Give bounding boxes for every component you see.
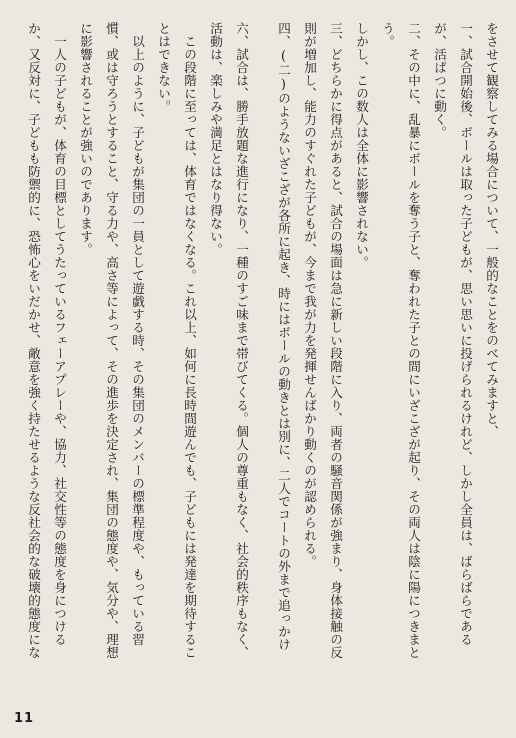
numbered-item: 四、(二)のようないざこざが各所に起き、時にはボールの動きとは別に、二人でコートの外まで追っかけ: [276, 22, 291, 651]
paragraph: をさせて観察してみる場合について、一般的なことをのべてみますと、: [484, 22, 499, 438]
left-text-column: [22, 22, 254, 662]
numbered-item: 六、試合は、勝手放題な進行になり、一種のすご味まで帯びてくる。個人の尊重もなく、社会的秩序もなく、活動は、楽しみや満足とはなり得ない。: [208, 22, 249, 659]
page-number: 11: [14, 711, 35, 726]
paragraph: この段階に至っては、体育ではなくなる。これ以上、如何に長時間遊んでも、子どもには発達を期待することはできない。: [156, 22, 197, 659]
numbered-item: 二、その中に、乱暴にボールを奪う子と、奪われた子との間にいざこざが起り、その両人は陰に陽につきまとう。: [380, 22, 421, 659]
paragraph: 一人の子どもが、体育の目標としてうたっているフェーアプレーや、協力、社交性等の態度を身につけるか、又反対に、子どもも防禦的に、恐怖心をいだかせ、敵意を強く持たせるような反社会的な破壊的態度にな: [26, 22, 67, 659]
right-text-column: [272, 22, 504, 662]
numbered-item: 三、どちらかに得点があると、試合の場面は急に新しい段階に入り、両者の騒音関係が強まり、身体接触の反則が増加し、能力のすぐれた子どもが、今まで我が力を発揮せんばかり動くのが認められる。: [302, 22, 343, 659]
paragraph: 以上のように、子どもが集団の一員として遊戯する時、その集団のメンバーの標準程度や、もっている習慣、或は守ろうとすること、守る力や、高さ等によって、その進歩を決定され、集団の態度や、気分や、理想に影響されることが強いのであります。: [78, 22, 145, 659]
numbered-item: 一、試合開始後、ボールは取った子どもが、思い思いに投げられるけれど、しかし全員は、ばらばらであるが、活ぱつに動く。: [432, 22, 473, 646]
paragraph: しかし、この数人は全体に影響されない。: [354, 22, 369, 269]
